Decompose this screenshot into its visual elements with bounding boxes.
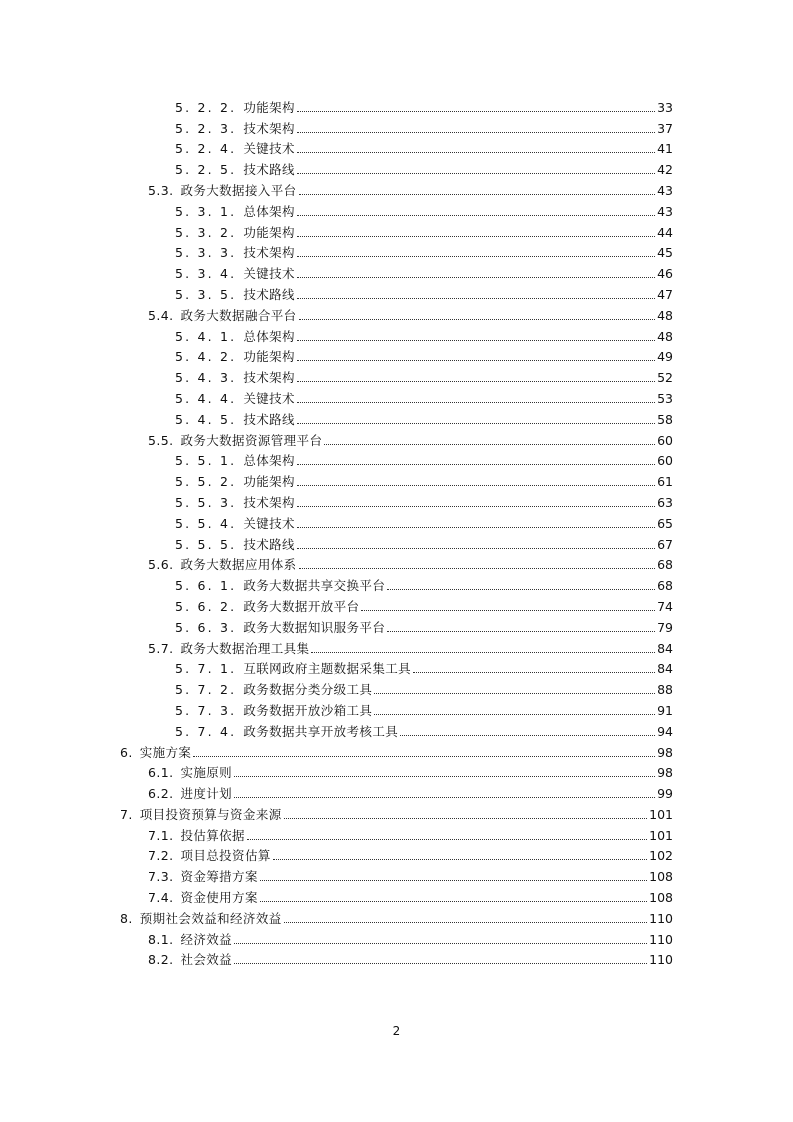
toc-entry-number: 6. — [120, 744, 133, 760]
toc-entry-title: 投估算依据 — [180, 827, 245, 843]
toc-entry-title: 总体架构 — [243, 203, 295, 219]
toc-entry-number: 5.4. — [148, 307, 174, 323]
toc-entry-number: 5. 3. 2. — [175, 224, 237, 240]
dot-leader — [374, 693, 655, 694]
toc-entry[interactable] — [0, 906, 793, 927]
dot-leader — [324, 444, 655, 445]
toc-entry-page: 48 — [657, 307, 673, 323]
toc-entry[interactable] — [0, 844, 793, 865]
toc-entry-number: 5. 5. 3. — [175, 494, 237, 510]
toc-entry-title: 实施原则 — [180, 765, 233, 781]
toc-entry-title: 实施方案 — [139, 744, 192, 760]
toc-entry[interactable] — [0, 407, 793, 428]
toc-entry-title: 总体架构 — [243, 328, 295, 344]
toc-entry-number: 5. 7. 4. — [175, 723, 237, 739]
toc-entry-page: 44 — [657, 224, 673, 240]
toc-entry[interactable] — [0, 532, 793, 553]
toc-entry-page: 101 — [649, 806, 673, 822]
toc-entry-title: 政务数据共享开放考核工具 — [243, 723, 399, 739]
dot-leader — [234, 943, 647, 944]
toc-entry-page: 110 — [649, 931, 673, 947]
toc-entry-number: 5. 5. 2. — [175, 474, 237, 490]
toc-entry-number: 5. 3. 3. — [175, 245, 237, 261]
dot-leader — [299, 194, 656, 195]
dot-leader — [387, 631, 655, 632]
toc-entry-page: 67 — [657, 536, 673, 552]
toc-entry[interactable] — [0, 220, 793, 241]
toc-entry-number: 5. 2. 4. — [175, 141, 237, 157]
toc-entry-page: 33 — [657, 99, 673, 115]
dot-leader — [193, 756, 655, 757]
dot-leader — [247, 839, 647, 840]
dot-leader — [284, 818, 648, 819]
dot-leader — [284, 922, 648, 923]
toc-entry[interactable] — [0, 553, 793, 574]
toc-entry[interactable] — [0, 490, 793, 511]
dot-leader — [234, 963, 647, 964]
toc-entry-number: 5.6. — [148, 557, 174, 573]
toc-entry-page: 60 — [657, 432, 673, 448]
toc-entry[interactable] — [0, 885, 793, 906]
toc-entry-number: 5. 6. 3. — [175, 619, 237, 635]
dot-leader — [400, 735, 655, 736]
toc-entry-title: 技术路线 — [243, 536, 295, 552]
toc-entry-page: 46 — [657, 266, 673, 282]
toc-entry-number: 5. 2. 2. — [175, 99, 237, 115]
toc-entry-page: 98 — [657, 744, 673, 760]
dot-leader — [297, 423, 655, 424]
toc-entry-number: 5. 4. 3. — [175, 370, 237, 386]
toc-entry-page: 101 — [649, 827, 673, 843]
toc-entry-page: 84 — [657, 661, 673, 677]
toc-entry-number: 5.7. — [148, 640, 174, 656]
dot-leader — [297, 298, 655, 299]
toc-entry-number: 5. 4. 1. — [175, 328, 237, 344]
dot-leader — [297, 381, 655, 382]
dot-leader — [361, 610, 655, 611]
toc-entry-title: 技术架构 — [243, 245, 295, 261]
toc-entry[interactable] — [0, 802, 793, 823]
toc-entry[interactable] — [0, 95, 793, 116]
dot-leader — [297, 464, 655, 465]
toc-entry-number: 5. 4. 5. — [175, 411, 237, 427]
toc-entry-title: 经济效益 — [180, 931, 233, 947]
toc-entry-page: 79 — [657, 619, 673, 635]
toc-entry-title: 总体架构 — [243, 453, 295, 469]
toc-entry-page: 61 — [657, 474, 673, 490]
dot-leader — [297, 132, 655, 133]
toc-entry-number: 5. 6. 2. — [175, 598, 237, 614]
toc-entry-page: 98 — [657, 765, 673, 781]
table-of-contents — [0, 95, 793, 968]
toc-entry-number: 5. 2. 5. — [175, 162, 237, 178]
toc-entry-number: 5. 2. 3. — [175, 120, 237, 136]
toc-entry[interactable] — [0, 823, 793, 844]
toc-entry-page: 45 — [657, 245, 673, 261]
toc-entry[interactable] — [0, 781, 793, 802]
dot-leader — [297, 236, 655, 237]
toc-entry-page: 60 — [657, 453, 673, 469]
toc-entry[interactable] — [0, 719, 793, 740]
dot-leader — [297, 256, 655, 257]
toc-entry-page: 43 — [657, 182, 673, 198]
toc-entry-title: 技术路线 — [243, 286, 295, 302]
toc-entry[interactable] — [0, 365, 793, 386]
toc-entry-title: 技术架构 — [243, 370, 295, 386]
toc-entry[interactable] — [0, 740, 793, 761]
toc-entry-title: 关键技术 — [243, 141, 295, 157]
toc-entry-title: 功能架构 — [243, 99, 295, 115]
toc-entry-title: 关键技术 — [243, 390, 295, 406]
toc-entry-title: 互联网政府主题数据采集工具 — [243, 661, 412, 677]
toc-entry[interactable] — [0, 573, 793, 594]
toc-entry-page: 41 — [657, 141, 673, 157]
toc-entry-number: 7. — [120, 806, 133, 822]
toc-entry-title: 项目总投资估算 — [180, 848, 271, 864]
toc-entry[interactable] — [0, 449, 793, 470]
dot-leader — [234, 797, 655, 798]
toc-entry-title: 功能架构 — [243, 349, 295, 365]
toc-entry-page: 63 — [657, 494, 673, 510]
toc-entry-page: 108 — [649, 869, 673, 885]
dot-leader — [297, 340, 655, 341]
toc-entry-title: 技术路线 — [243, 162, 295, 178]
toc-entry[interactable] — [0, 241, 793, 262]
toc-entry-page: 94 — [657, 723, 673, 739]
dot-leader — [297, 215, 655, 216]
dot-leader — [297, 111, 655, 112]
toc-entry[interactable] — [0, 137, 793, 158]
toc-entry-page: 99 — [657, 786, 673, 802]
toc-entry-title: 进度计划 — [180, 786, 233, 802]
toc-entry-number: 5. 6. 1. — [175, 578, 237, 594]
toc-entry-number: 8. — [120, 910, 133, 926]
dot-leader — [273, 859, 647, 860]
toc-entry-number: 5. 7. 2. — [175, 682, 237, 698]
dot-leader — [297, 277, 655, 278]
toc-entry-number: 5. 7. 1. — [175, 661, 237, 677]
toc-entry-page: 47 — [657, 286, 673, 302]
toc-entry-number: 5.3. — [148, 182, 174, 198]
toc-entry[interactable] — [0, 324, 793, 345]
dot-leader — [297, 548, 655, 549]
toc-entry-title: 技术架构 — [243, 494, 295, 510]
toc-entry[interactable] — [0, 428, 793, 449]
toc-entry-title: 政务大数据共享交换平台 — [243, 578, 386, 594]
toc-entry-number: 5. 7. 3. — [175, 702, 237, 718]
toc-entry-page: 58 — [657, 411, 673, 427]
toc-entry-page: 91 — [657, 702, 673, 718]
toc-entry[interactable] — [0, 116, 793, 137]
toc-entry-title: 功能架构 — [243, 224, 295, 240]
toc-entry[interactable] — [0, 199, 793, 220]
toc-entry[interactable] — [0, 511, 793, 532]
toc-entry-number: 6.2. — [148, 786, 174, 802]
toc-entry-number: 7.4. — [148, 890, 174, 906]
dot-leader — [297, 152, 655, 153]
dot-leader — [413, 672, 655, 673]
toc-entry-title: 政务大数据资源管理平台 — [180, 432, 323, 448]
toc-entry-page: 49 — [657, 349, 673, 365]
toc-entry-number: 5. 4. 2. — [175, 349, 237, 365]
toc-entry[interactable] — [0, 261, 793, 282]
toc-entry-page: 84 — [657, 640, 673, 656]
toc-entry-number: 5.5. — [148, 432, 174, 448]
dot-leader — [260, 880, 647, 881]
toc-entry-page: 102 — [649, 848, 673, 864]
toc-entry-number: 7.2. — [148, 848, 174, 864]
toc-entry[interactable] — [0, 178, 793, 199]
toc-entry[interactable] — [0, 594, 793, 615]
toc-entry[interactable] — [0, 761, 793, 782]
toc-entry-title: 政务大数据知识服务平台 — [243, 619, 386, 635]
toc-entry-number: 5. 3. 4. — [175, 266, 237, 282]
toc-entry-page: 68 — [657, 578, 673, 594]
toc-entry-number: 5. 3. 5. — [175, 286, 237, 302]
toc-entry-title: 技术架构 — [243, 120, 295, 136]
toc-entry-title: 政务数据开放沙箱工具 — [243, 702, 373, 718]
dot-leader — [299, 319, 656, 320]
toc-entry-title: 技术路线 — [243, 411, 295, 427]
toc-entry-number: 5. 5. 4. — [175, 515, 237, 531]
toc-entry-page: 110 — [649, 910, 673, 926]
dot-leader — [297, 173, 655, 174]
toc-entry-page: 43 — [657, 203, 673, 219]
dot-leader — [297, 485, 655, 486]
dot-leader — [297, 360, 655, 361]
toc-entry-number: 5. 4. 4. — [175, 390, 237, 406]
dot-leader — [297, 527, 655, 528]
toc-entry-page: 37 — [657, 120, 673, 136]
toc-entry-page: 48 — [657, 328, 673, 344]
dot-leader — [387, 589, 655, 590]
toc-entry-page: 42 — [657, 162, 673, 178]
toc-entry-title: 预期社会效益和经济效益 — [139, 910, 282, 926]
dot-leader — [374, 714, 655, 715]
toc-entry-title: 项目投资预算与资金来源 — [139, 806, 282, 822]
toc-entry-number: 5. 3. 1. — [175, 203, 237, 219]
toc-entry-page: 68 — [657, 557, 673, 573]
toc-entry-title: 政务大数据接入平台 — [180, 182, 297, 198]
dot-leader — [297, 402, 655, 403]
dot-leader — [297, 506, 655, 507]
dot-leader — [234, 776, 655, 777]
toc-entry-number: 8.1. — [148, 931, 174, 947]
dot-leader — [311, 652, 655, 653]
toc-entry[interactable] — [0, 469, 793, 490]
toc-entry[interactable] — [0, 864, 793, 885]
toc-entry-page: 52 — [657, 370, 673, 386]
toc-entry-title: 社会效益 — [180, 952, 233, 968]
toc-entry-title: 资金使用方案 — [180, 890, 258, 906]
toc-entry[interactable] — [0, 698, 793, 719]
toc-entry-page: 108 — [649, 890, 673, 906]
toc-entry-title: 政务大数据应用体系 — [180, 557, 297, 573]
toc-entry-title: 关键技术 — [243, 266, 295, 282]
toc-entry-number: 8.2. — [148, 952, 174, 968]
toc-entry-page: 110 — [649, 952, 673, 968]
toc-entry[interactable] — [0, 615, 793, 636]
toc-entry[interactable] — [0, 927, 793, 948]
toc-entry[interactable] — [0, 303, 793, 324]
toc-entry-title: 政务数据分类分级工具 — [243, 682, 373, 698]
toc-entry-page: 88 — [657, 682, 673, 698]
dot-leader — [299, 568, 656, 569]
toc-entry-number: 6.1. — [148, 765, 174, 781]
toc-entry-number: 5. 5. 1. — [175, 453, 237, 469]
toc-entry-title: 功能架构 — [243, 474, 295, 490]
toc-entry-title: 资金筹措方案 — [180, 869, 258, 885]
page-number: 2 — [392, 1024, 401, 1038]
toc-entry-page: 74 — [657, 598, 673, 614]
toc-entry-number: 7.1. — [148, 827, 174, 843]
toc-entry-title: 关键技术 — [243, 515, 295, 531]
toc-entry-number: 7.3. — [148, 869, 174, 885]
toc-entry[interactable] — [0, 386, 793, 407]
dot-leader — [260, 901, 647, 902]
toc-entry-title: 政务大数据开放平台 — [243, 598, 360, 614]
toc-entry-title: 政务大数据治理工具集 — [180, 640, 310, 656]
toc-entry[interactable] — [0, 157, 793, 178]
toc-entry[interactable] — [0, 677, 793, 698]
toc-entry[interactable] — [0, 657, 793, 678]
toc-entry[interactable] — [0, 345, 793, 366]
toc-entry-page: 65 — [657, 515, 673, 531]
toc-entry[interactable] — [0, 282, 793, 303]
toc-entry-number: 5. 5. 5. — [175, 536, 237, 552]
toc-entry[interactable] — [0, 636, 793, 657]
toc-entry-page: 53 — [657, 390, 673, 406]
toc-entry[interactable] — [0, 948, 793, 969]
toc-entry-title: 政务大数据融合平台 — [180, 307, 297, 323]
